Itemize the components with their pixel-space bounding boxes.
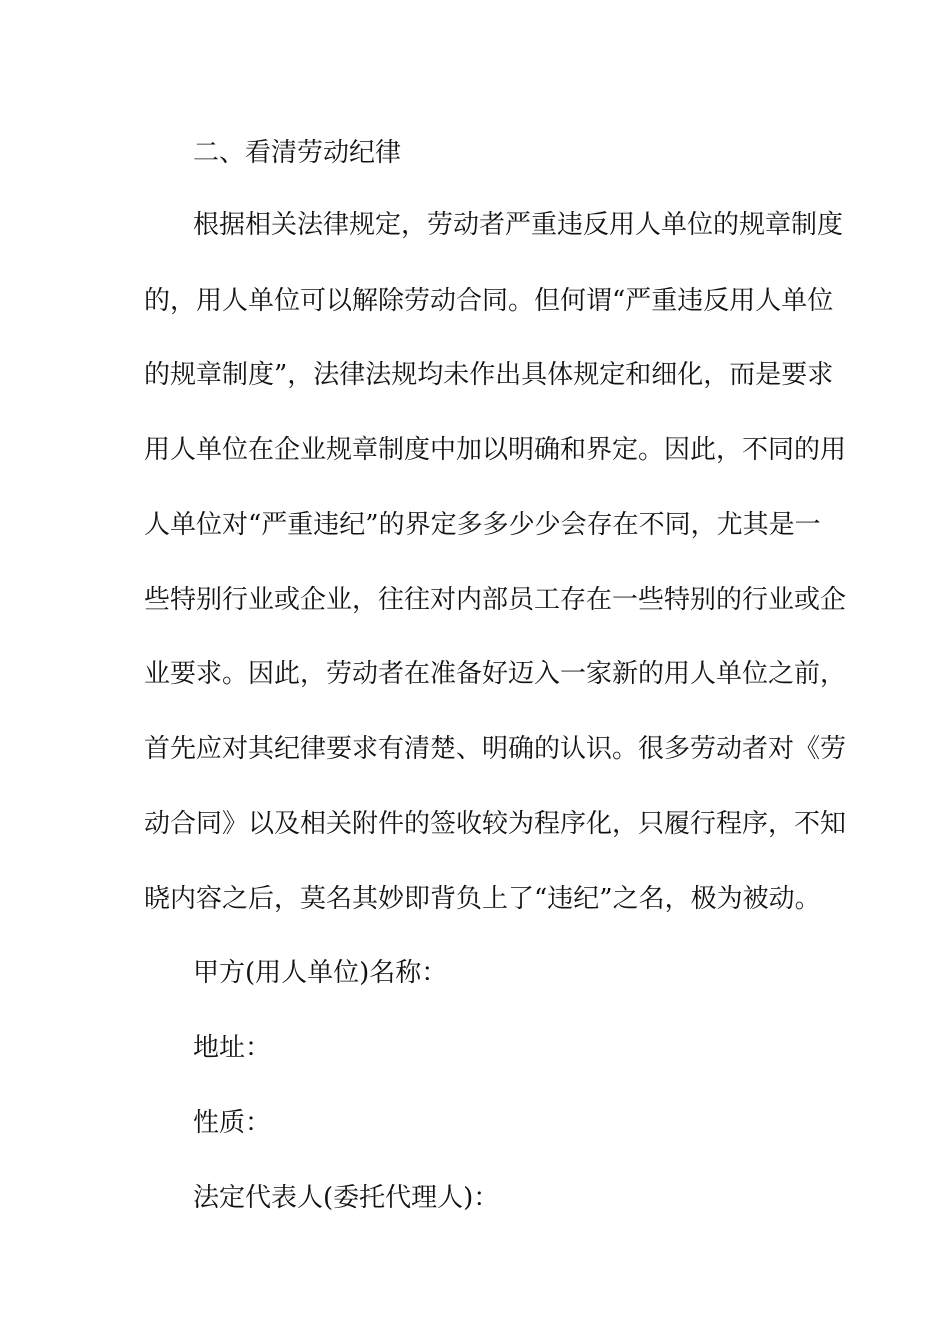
field-address: 地址： <box>193 1033 272 1063</box>
paragraph-line-8: 首先应对其纪律要求有清楚、明确的认识。很多劳动者对《劳 <box>144 734 847 764</box>
paragraph-line-1: 根据相关法律规定，劳动者严重违反用人单位的规章制度 <box>193 210 844 240</box>
field-party-a-name: 甲方(用人单位)名称： <box>193 958 448 988</box>
paragraph-line-9: 动合同》以及相关附件的签收较为程序化，只履行程序，不知 <box>144 809 847 839</box>
paragraph-line-4: 用人单位在企业规章制度中加以明确和界定。因此，不同的用 <box>144 435 847 465</box>
paragraph-line-10: 晓内容之后，莫名其妙即背负上了“违纪”之名，极为被动。 <box>144 884 821 914</box>
paragraph-line-5: 人单位对“严重违纪”的界定多多少少会存在不同，尤其是一 <box>144 510 821 540</box>
paragraph-line-2: 的，用人单位可以解除劳动合同。但何谓“严重违反用人单位 <box>144 286 834 316</box>
paragraph-line-3: 的规章制度”，法律法规均未作出具体规定和细化，而是要求 <box>144 360 834 390</box>
paragraph-line-7: 业要求。因此，劳动者在准备好迈入一家新的用人单位之前， <box>144 659 847 689</box>
paragraph-line-6: 些特别行业或企业，往往对内部员工存在一些特别的行业或企 <box>144 585 847 615</box>
field-legal-representative: 法定代表人(委托代理人)： <box>193 1183 500 1213</box>
section-heading: 二、看清劳动纪律 <box>193 138 402 168</box>
field-nature: 性质： <box>193 1108 272 1138</box>
